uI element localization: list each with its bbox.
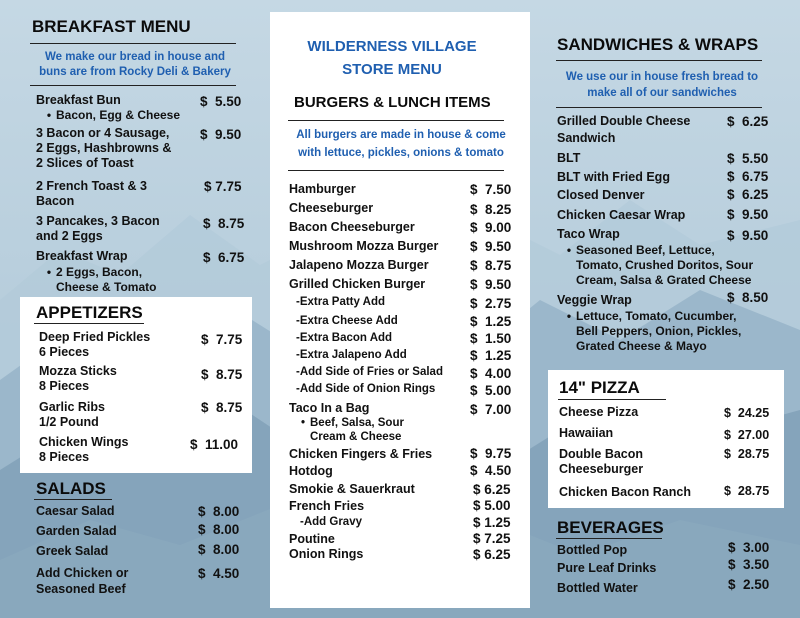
appetizer-item-name: Garlic Ribs — [39, 400, 105, 414]
salad-item-name: Caesar Salad — [36, 504, 115, 518]
sandwich-gdc-line2: Sandwich — [557, 131, 616, 145]
beverage-item-name: Bottled Water — [557, 581, 638, 595]
pizza-item-name-line2: Cheeseburger — [559, 462, 644, 476]
breakfast-note-line1: We make our bread in house and — [45, 51, 225, 63]
menu-item-name: Hamburger — [289, 182, 356, 196]
sandwich-item-name: BLT — [557, 151, 581, 165]
breakfast-title-rule — [30, 43, 236, 44]
appetizer-item-name: Mozza Sticks — [39, 364, 117, 378]
bacon-breakfast-line3: 2 Slices of Toast — [36, 156, 134, 170]
breakfast-wrap-price: $ 6.75 — [203, 250, 245, 265]
burgers-note-line2: with lettuce, pickles, onions & tomato — [298, 147, 504, 159]
taco-wrap-detail2: Tomato, Crushed Doritos, Sour — [576, 258, 754, 272]
menu-addon-price: $ 1.25 — [473, 515, 511, 530]
menu-item-price: $ 4.50 — [470, 463, 512, 478]
taco-bag-detail2: Cream & Cheese — [310, 431, 402, 443]
breakfast-title: BREAKFAST MENU — [32, 17, 191, 36]
appetizer-item-detail: 8 Pieces — [39, 450, 90, 464]
pancakes-line1: 3 Pancakes, 3 Bacon — [36, 214, 160, 228]
sandwiches-note-line1: We use our in house fresh bread to — [565, 71, 759, 83]
beverages-title-rule — [556, 538, 662, 539]
breakfast-bun-price: $ 5.50 — [200, 94, 242, 109]
menu-item-price: $ 9.75 — [470, 446, 512, 461]
menu-item-name: Taco In a Bag — [289, 401, 370, 415]
menu-item-price: $ 7.50 — [470, 182, 512, 197]
store-title-line1: WILDERNESS VILLAGE — [307, 38, 477, 55]
appetizer-item-price: $ 8.75 — [201, 400, 243, 415]
menu-item-name: Chicken Fingers & Fries — [289, 447, 433, 461]
pizza-item-name: Chicken Bacon Ranch — [559, 485, 691, 499]
burgers-lunch-title: BURGERS & LUNCH ITEMS — [294, 94, 491, 111]
menu-item-price: $ 9.00 — [470, 220, 512, 235]
sandwich-item-name: Closed Denver — [557, 188, 645, 202]
menu-addon-price: $ 5.00 — [470, 383, 512, 398]
menu-item-price: $ 9.50 — [470, 277, 512, 292]
veggie-wrap-price: $ 8.50 — [727, 290, 769, 305]
menu-addon-name: -Add Side of Onion Rings — [296, 383, 436, 395]
pancakes-line2: and 2 Eggs — [36, 229, 103, 243]
veggie-wrap-detail1: • Lettuce, Tomato, Cucumber, — [566, 309, 737, 323]
salad-add-line1: Add Chicken or — [36, 566, 129, 580]
sandwich-item-price: $ 6.75 — [727, 169, 769, 184]
veggie-wrap-name: Veggie Wrap — [557, 293, 632, 307]
beverage-item-price: $ 2.50 — [728, 577, 770, 592]
appetizers-title: APPETIZERS — [36, 303, 143, 322]
salad-add-price: $ 4.50 — [198, 566, 240, 581]
appetizer-item-price: $ 8.75 — [201, 367, 243, 382]
french-toast-line1: 2 French Toast & 3 — [36, 179, 147, 193]
bacon-breakfast-line2: 2 Eggs, Hashbrowns & — [36, 141, 172, 155]
sandwich-gdc-line1: Grilled Double Cheese — [557, 114, 691, 128]
taco-wrap-detail1: • Seasoned Beef, Lettuce, — [566, 243, 715, 257]
menu-addon-price: $ 2.75 — [470, 296, 512, 311]
salad-item-name: Garden Salad — [36, 524, 117, 538]
appetizer-item-detail: 1/2 Pound — [39, 415, 99, 429]
burgers-note-line1: All burgers are made in house & come — [296, 129, 506, 141]
menu-item-price: $ 7.00 — [470, 402, 512, 417]
menu-addon-name: -Add Gravy — [300, 516, 362, 528]
french-toast-line2: Bacon — [36, 194, 75, 208]
menu-item-price: $ 5.00 — [473, 498, 511, 513]
sandwich-item-price: $ 9.50 — [727, 228, 769, 243]
menu-item-name: Cheeseburger — [289, 201, 374, 215]
sandwiches-section — [540, 0, 800, 370]
menu-item-name: Mushroom Mozza Burger — [289, 239, 439, 253]
menu-addon-name: -Extra Bacon Add — [296, 332, 393, 344]
sandwich-item-price: $ 6.25 — [727, 187, 769, 202]
salad-item-price: $ 8.00 — [198, 522, 240, 537]
bacon-breakfast-price: $ 9.50 — [200, 127, 242, 142]
pizza-title-rule — [558, 399, 666, 400]
breakfast-bun-name: Breakfast Bun — [36, 93, 121, 107]
appetizer-item-price: $ 11.00 — [190, 437, 239, 452]
pizza-item-price: $ 27.00 — [724, 428, 770, 442]
burgers-title-rule — [288, 120, 504, 121]
salads-section — [0, 474, 262, 618]
pizza-item-price: $ 28.75 — [724, 484, 770, 498]
appetizer-item-name: Deep Fried Pickles — [39, 330, 151, 344]
pizza-item-price: $ 28.75 — [724, 447, 770, 461]
veggie-wrap-detail2: Bell Peppers, Onion, Pickles, — [576, 324, 742, 338]
menu-item-price: $ 6.25 — [473, 482, 511, 497]
sandwich-item-name: Chicken Caesar Wrap — [557, 208, 686, 222]
sandwich-item-name: Taco Wrap — [557, 227, 620, 241]
appetizer-item-detail: 6 Pieces — [39, 345, 90, 359]
beverage-item-price: $ 3.50 — [728, 557, 770, 572]
pancakes-price: $ 8.75 — [203, 216, 245, 231]
menu-addon-price: $ 1.25 — [470, 348, 512, 363]
sandwich-item-name: BLT with Fried Egg — [557, 170, 670, 184]
beverage-item-name: Bottled Pop — [557, 543, 628, 557]
sandwiches-note-rule — [556, 107, 762, 108]
menu-item-price: $ 9.50 — [470, 239, 512, 254]
pizza-title: 14" PIZZA — [559, 378, 640, 397]
menu-addon-name: -Extra Jalapeno Add — [296, 349, 407, 361]
sandwich-gdc-price: $ 6.25 — [727, 114, 769, 129]
sandwich-item-price: $ 9.50 — [727, 207, 769, 222]
breakfast-wrap-detail1: • 2 Eggs, Bacon, — [46, 265, 143, 279]
appetizer-item-name: Chicken Wings — [39, 435, 129, 449]
breakfast-bun-detail: • Bacon, Egg & Cheese — [46, 108, 181, 122]
menu-addon-name: -Extra Cheese Add — [296, 315, 398, 327]
breakfast-note-rule — [30, 85, 236, 86]
appetizer-item-detail: 8 Pieces — [39, 379, 90, 393]
menu-addon-name: -Extra Patty Add — [296, 296, 386, 308]
menu-item-name: Jalapeno Mozza Burger — [289, 258, 429, 272]
pizza-item-name: Double Bacon — [559, 447, 644, 461]
bacon-breakfast-line1: 3 Bacon or 4 Sausage, — [36, 126, 170, 140]
menu-item-name: Onion Rings — [289, 547, 364, 561]
menu-item-name: Bacon Cheeseburger — [289, 220, 415, 234]
sandwich-item-price: $ 5.50 — [727, 151, 769, 166]
beverages-title: BEVERAGES — [557, 518, 664, 537]
beverage-item-price: $ 3.00 — [728, 540, 770, 555]
french-toast-price: $ 7.75 — [204, 179, 242, 194]
appetizers-title-rule — [34, 323, 144, 324]
menu-item-name: Smokie & Sauerkraut — [289, 482, 415, 496]
salads-title-rule — [34, 499, 112, 500]
breakfast-note-line2: buns are from Rocky Deli & Bakery — [39, 66, 231, 78]
menu-item-price: $ 6.25 — [473, 547, 511, 562]
menu-addon-price: $ 1.25 — [470, 314, 512, 329]
pizza-item-name: Hawaiian — [559, 426, 614, 440]
appetizers-section — [20, 297, 252, 473]
burgers-lunch-section — [270, 12, 530, 608]
sandwiches-title: SANDWICHES & WRAPS — [557, 35, 759, 54]
menu-addon-name: -Add Side of Fries or Salad — [296, 366, 443, 378]
menu-item-name: Grilled Chicken Burger — [289, 277, 426, 291]
salad-item-price: $ 8.00 — [198, 542, 240, 557]
beverage-item-name: Pure Leaf Drinks — [557, 561, 657, 575]
menu-item-price: $ 8.25 — [470, 202, 512, 217]
menu-item-price: $ 7.25 — [473, 531, 511, 546]
pizza-item-name: Cheese Pizza — [559, 405, 639, 419]
breakfast-section — [0, 0, 262, 300]
salads-title: SALADS — [36, 479, 106, 498]
breakfast-wrap-name: Breakfast Wrap — [36, 249, 128, 263]
salad-add-line2: Seasoned Beef — [36, 582, 126, 596]
beverages-section — [540, 510, 800, 618]
taco-bag-detail1: • Beef, Salsa, Sour — [300, 417, 404, 429]
salad-item-price: $ 8.00 — [198, 504, 240, 519]
sandwiches-title-rule — [556, 60, 762, 61]
menu-addon-price: $ 4.00 — [470, 366, 512, 381]
sandwiches-note-line2: make all of our sandwiches — [587, 87, 737, 99]
menu-item-name: Poutine — [289, 532, 335, 546]
breakfast-wrap-detail2: Cheese & Tomato — [56, 280, 157, 294]
pizza-section — [548, 370, 784, 508]
pizza-item-price: $ 24.25 — [724, 406, 770, 420]
menu-item-name: French Fries — [289, 499, 365, 513]
taco-wrap-detail3: Cream, Salsa & Grated Cheese — [576, 273, 752, 287]
menu-item-name: Hotdog — [289, 464, 333, 478]
store-title-line2: STORE MENU — [342, 61, 442, 78]
salad-item-name: Greek Salad — [36, 544, 109, 558]
menu-item-price: $ 8.75 — [470, 258, 512, 273]
appetizer-item-price: $ 7.75 — [201, 332, 243, 347]
menu-addon-price: $ 1.50 — [470, 331, 512, 346]
veggie-wrap-detail3: Grated Cheese & Mayo — [576, 339, 707, 353]
burgers-note-rule — [288, 170, 504, 171]
